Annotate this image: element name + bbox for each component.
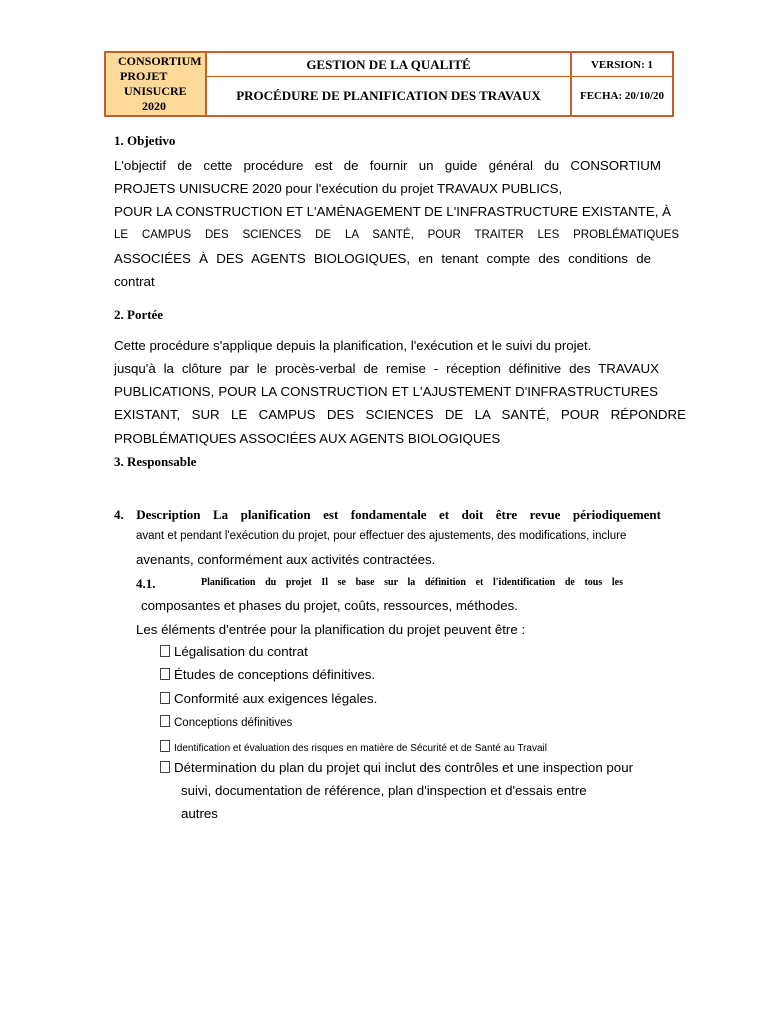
paragraph-line: ASSOCIÉES À DES AGENTS BIOLOGIQUES, en tenant compte des conditions de	[114, 251, 651, 266]
paragraph-line: PUBLICATIONS, POUR LA CONSTRUCTION ET L'AJUSTEMENT D'INFRASTRUCTURES	[114, 384, 658, 399]
paragraph-line: composantes et phases du projet, coûts, ressources, méthodes.	[141, 598, 518, 613]
logo-line: PROJET	[120, 69, 168, 83]
header-version: VERSION: 1	[570, 53, 672, 77]
list-item: Études de conceptions définitives.	[160, 667, 375, 682]
paragraph-line: PROJETS UNISUCRE 2020 pour l'exécution du projet TRAVAUX PUBLICS,	[114, 181, 563, 196]
list-item: Légalisation du contrat	[160, 644, 308, 659]
bullet-icon	[160, 692, 170, 704]
section-heading-responsable: 3. Responsable	[114, 454, 197, 469]
section-heading-portee: 2. Portée	[114, 307, 164, 322]
bullet-icon	[160, 761, 170, 773]
header-title: GESTION DE LA QUALITÉ	[207, 53, 570, 77]
paragraph-line: avenants, conformément aux activités contractées.	[136, 552, 436, 567]
section-heading-objectif: 1. Objetivo	[114, 133, 176, 148]
logo-line: UNISUCRE	[124, 84, 187, 98]
list-item: Conceptions définitives	[160, 715, 292, 729]
paragraph-line: LE CAMPUS DES SCIENCES DE LA SANTÉ, POUR TRAITER LES PROBLÉMATIQUES	[114, 229, 679, 241]
paragraph-line: Cette procédure s'applique depuis la planification, l'exécution et le suivi du projet.	[114, 338, 592, 353]
inputs-intro: Les éléments d'entrée pour la planification du projet peuvent être :	[136, 622, 526, 637]
logo-line: 2020	[142, 99, 166, 113]
bullet-icon	[160, 668, 170, 680]
bullet-icon	[160, 740, 170, 752]
paragraph-line: L'objectif de cette procédure est de fournir un guide général du CONSORTIUM	[114, 158, 661, 173]
section-heading-description: 4. Description La planification est fondamentale et doit être revue périodiquement	[114, 507, 661, 522]
paragraph-line: EXISTANT, SUR LE CAMPUS DES SCIENCES DE LA SANTÉ, POUR RÉPONDRE	[114, 407, 686, 422]
company-logo-block	[106, 53, 207, 115]
list-item: Détermination du plan du projet qui inclut des contrôles et une inspection pour	[160, 760, 633, 775]
header-date: FECHA: 20/10/20	[570, 77, 672, 115]
paragraph-line: PROBLÉMATIQUES ASSOCIÉES AUX AGENTS BIOLOGIQUES	[114, 431, 501, 446]
bullet-icon	[160, 715, 170, 727]
list-item-continuation: suivi, documentation de référence, plan d'inspection et d'essais entre	[181, 783, 587, 798]
bullet-icon	[160, 645, 170, 657]
subsection-title: Planification du projet Il se base sur la définition et l'identification de tous les	[201, 577, 623, 588]
list-item: Conformité aux exigences légales.	[160, 691, 377, 706]
paragraph-line: jusqu'à la clôture par le procès-verbal de remise - réception définitive des TRAVAUX	[114, 361, 659, 376]
list-item-continuation: autres	[181, 806, 218, 821]
document-header-table	[104, 51, 674, 117]
paragraph-line: POUR LA CONSTRUCTION ET L'AMÉNAGEMENT DE L'INFRASTRUCTURE EXISTANTE, À	[114, 204, 671, 219]
logo-line: CONSORTIUM	[118, 54, 202, 68]
subsection-number: 4.1.	[136, 576, 156, 591]
list-item: Identification et évaluation des risques en matière de Sécurité et de Santé au Travail	[160, 740, 547, 754]
paragraph-line: avant et pendant l'exécution du projet, pour effectuer des ajustements, des modifications, inclure	[136, 530, 627, 542]
paragraph-line: contrat	[114, 274, 155, 289]
header-subtitle: PROCÉDURE DE PLANIFICATION DES TRAVAUX	[236, 88, 541, 103]
